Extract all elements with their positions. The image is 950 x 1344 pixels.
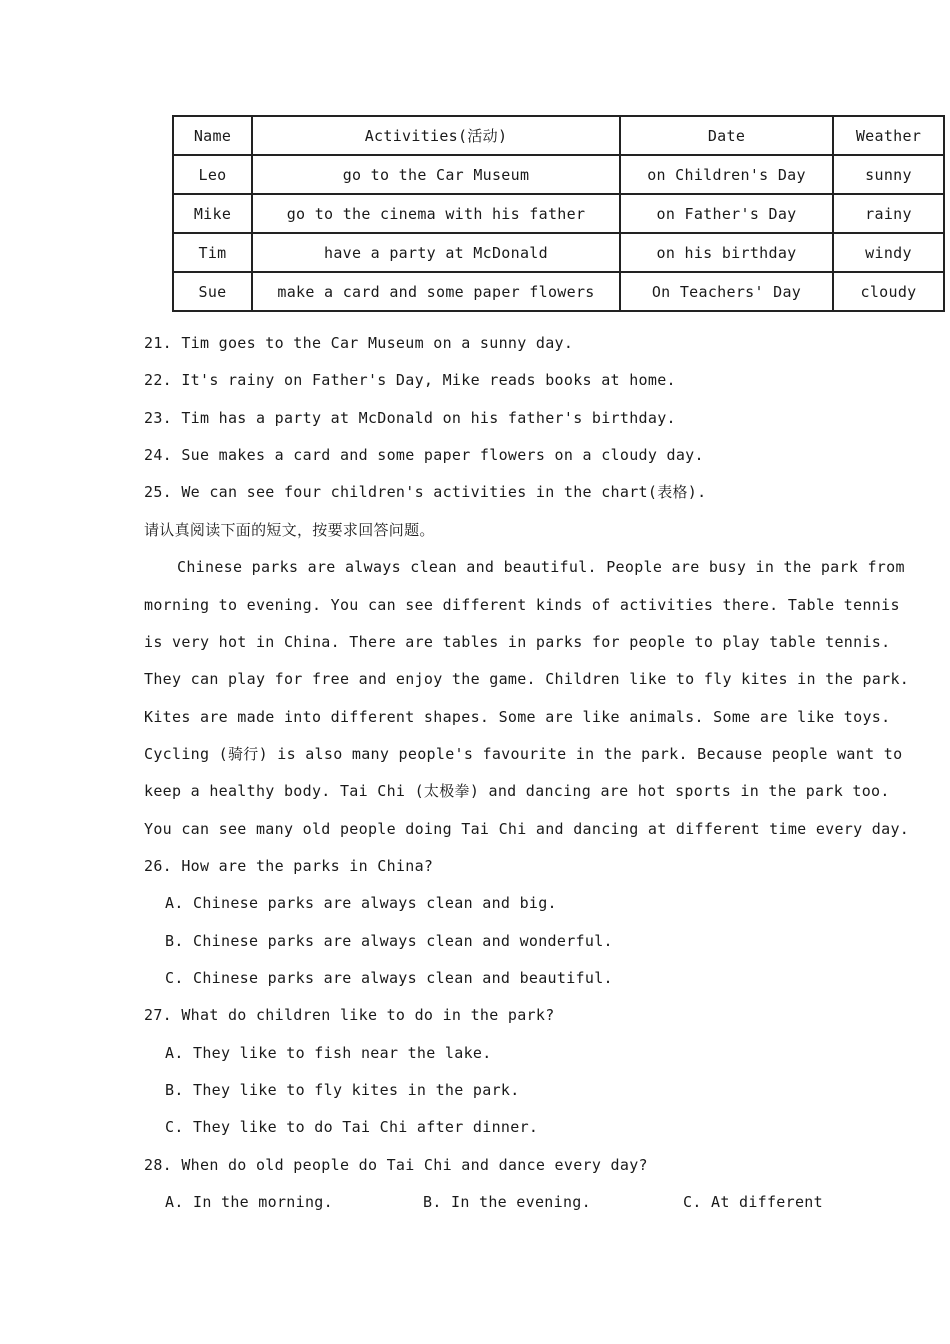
cell-date: on Father's Day	[620, 194, 833, 233]
passage-line: They can play for free and enjoy the game. Children like to fly kites in the park.	[144, 670, 910, 688]
passage-line: Chinese parks are always clean and beautiful. People are busy in the park from	[177, 558, 905, 576]
cell-weather: windy	[833, 233, 944, 272]
cell-weather: rainy	[833, 194, 944, 233]
cell-name: Leo	[173, 155, 252, 194]
statement-23: 23. Tim has a party at McDonald on his father's birthday.	[144, 409, 676, 427]
option-27-b: B. They like to fly kites in the park.	[165, 1081, 520, 1099]
cell-activity: have a party at McDonald	[252, 233, 620, 272]
passage-line: Kites are made into different shapes. Some are like animals. Some are like toys.	[144, 708, 891, 726]
header-activities: Activities(活动)	[252, 116, 620, 155]
cell-activity: go to the Car Museum	[252, 155, 620, 194]
passage-line: is very hot in China. There are tables in parks for people to play table tennis.	[144, 633, 891, 651]
cell-weather: cloudy	[833, 272, 944, 311]
question-26: 26. How are the parks in China?	[144, 857, 434, 875]
cell-activity: make a card and some paper flowers	[252, 272, 620, 311]
option-27-c: C. They like to do Tai Chi after dinner.	[165, 1118, 539, 1136]
option-27-a: A. They like to fish near the lake.	[165, 1044, 492, 1062]
chart-header-row	[173, 116, 944, 155]
option-26-c: C. Chinese parks are always clean and beautiful.	[165, 969, 613, 987]
cell-weather: sunny	[833, 155, 944, 194]
passage-line: Cycling (骑行) is also many people's favourite in the park. Because people want to	[144, 745, 903, 763]
cell-name: Sue	[173, 272, 252, 311]
activities-chart	[172, 115, 945, 312]
table-row	[173, 272, 944, 311]
header-weather: Weather	[833, 116, 944, 155]
passage-line: keep a healthy body. Tai Chi (太极拳) and dancing are hot sports in the park too.	[144, 782, 890, 800]
statement-24: 24. Sue makes a card and some paper flowers on a cloudy day.	[144, 446, 704, 464]
statement-25: 25. We can see four children's activities in the chart(表格).	[144, 483, 707, 501]
header-name: Name	[173, 116, 252, 155]
question-28: 28. When do old people do Tai Chi and dance every day?	[144, 1156, 648, 1174]
header-date: Date	[620, 116, 833, 155]
cell-name: Tim	[173, 233, 252, 272]
cell-date: on his birthday	[620, 233, 833, 272]
table-row	[173, 194, 944, 233]
option-26-a: A. Chinese parks are always clean and big.	[165, 894, 557, 912]
cell-date: On Teachers' Day	[620, 272, 833, 311]
passage-line: You can see many old people doing Tai Chi and dancing at different time every day.	[144, 820, 910, 838]
table-row	[173, 155, 944, 194]
cell-date: on Children's Day	[620, 155, 833, 194]
option-28-a: A. In the morning.	[165, 1193, 333, 1211]
option-28-b: B. In the evening.	[423, 1193, 591, 1211]
option-28-c: C. At different	[683, 1193, 823, 1211]
option-26-b: B. Chinese parks are always clean and wonderful.	[165, 932, 613, 950]
statement-21: 21. Tim goes to the Car Museum on a sunny day.	[144, 334, 574, 352]
reading-instruction: 请认真阅读下面的短文，按要求回答问题。	[144, 521, 435, 539]
passage-line: morning to evening. You can see different kinds of activities there. Table tennis	[144, 596, 900, 614]
cell-name: Mike	[173, 194, 252, 233]
question-27: 27. What do children like to do in the park?	[144, 1006, 555, 1024]
table-row	[173, 233, 944, 272]
cell-activity: go to the cinema with his father	[252, 194, 620, 233]
statement-22: 22. It's rainy on Father's Day, Mike reads books at home.	[144, 371, 676, 389]
